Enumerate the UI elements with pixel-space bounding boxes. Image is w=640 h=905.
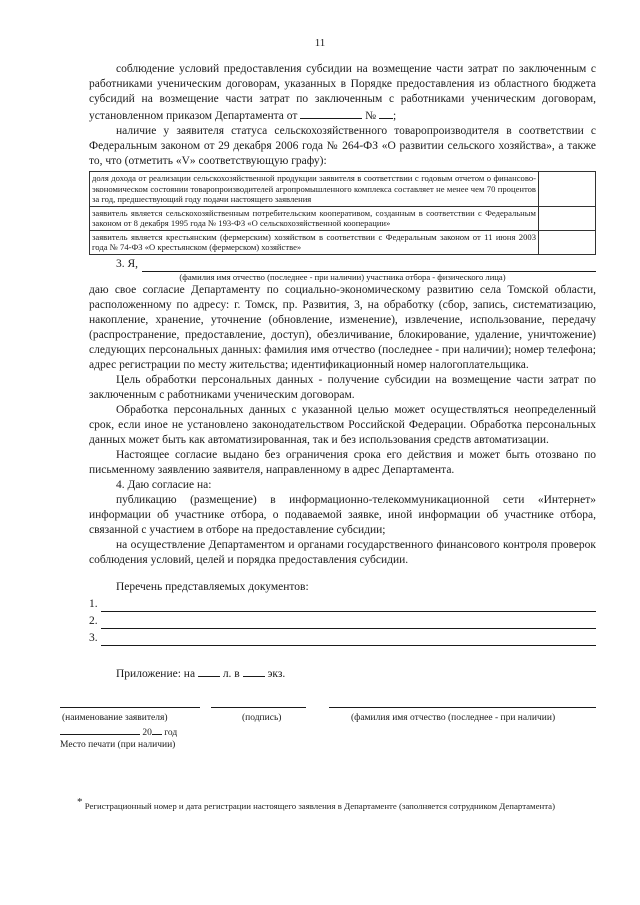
- item3-line: [89, 257, 596, 272]
- order-number-blank[interactable]: [379, 107, 393, 119]
- documents-title: Перечень представляемых документов:: [116, 580, 309, 593]
- table-cell-text: заявитель является крестьянским (фермерским) хозяйством в соответствии с Федеральным законом от 11 июня 2003 года № 74-ФЗ «О крестьянском (фермерском) хозяйстве»: [90, 230, 539, 254]
- caption-signature: (подпись): [242, 712, 282, 723]
- date-blank[interactable]: [60, 724, 140, 735]
- document-number: 3.: [89, 631, 98, 644]
- document-line: [89, 629, 596, 646]
- paragraph-producer-status: наличие у заявителя статуса сельскохозяйственного товаропроизводителя в соответствии с Федеральным законом от 29 декабря 2006 года № 264-ФЗ «О развитии сельского хозяйства», а также то, что (отметить «V» соответствующую графу):: [89, 125, 596, 167]
- signature-block: [60, 692, 596, 752]
- table-cell-text: доля дохода от реализации сельскохозяйственной продукции заявителя в соответствии с годовым отчетом о финансово-экономическом состоянии товаропроизводителей агропромышленного комплекса составляет не менее чем 70 процентов за год, предшествующий году подачи настоящего заявления: [90, 172, 539, 207]
- paragraph-validity: Настоящее согласие выдано без ограничения срока его действия и может быть отозвано по письменному заявлению заявителя, направленному в адрес Департамента.: [89, 448, 596, 476]
- checkbox-cell[interactable]: [539, 172, 596, 207]
- paragraph-purpose: Цель обработки персональных данных - получение субсидии на возмещение части затрат по заключенным с работниками ученическим договорам.: [89, 373, 596, 401]
- caption-fio: (фамилия имя отчество (последнее - при наличии): [351, 712, 556, 723]
- document-line: [89, 612, 596, 629]
- item3-label: 3. Я,: [116, 257, 139, 270]
- applicant-fio-field[interactable]: [142, 260, 596, 272]
- document-body: [60, 62, 596, 752]
- table-cell-text: заявитель является сельскохозяйственным потребительским кооперативом, созданным в соответствии с Федеральным законом от 8 декабря 1995 года № 193-ФЗ «О сельскохозяйственной кооперации»: [90, 206, 539, 230]
- documents-list: [89, 580, 596, 646]
- signature-line[interactable]: [211, 706, 306, 708]
- year-blank[interactable]: [152, 724, 162, 735]
- item4-title: 4. Даю согласие на:: [116, 478, 212, 491]
- status-checkbox-table: [89, 171, 596, 255]
- paragraph-consent: даю свое согласие Департаменту по социально-экономическому развитию села Томской области, расположенному по адресу: г. Томск, пр. Развития, 3, на обработку (сбор, запись, систематизацию, накопление, хранение, уточнение (обновление, изменение), извлечение, использование, передачу (распространение, предоставление, доступ), обезличивание, блокирование, удаление, уничтожение) следующих персональных данных: фамилия имя отчество (последнее - при наличии); номер телефона; адрес регистрации по месту жительства; идентификационный номер налогоплательщика.: [89, 283, 596, 371]
- table-row: [90, 206, 596, 230]
- document-field[interactable]: [101, 616, 596, 629]
- document-line: [89, 595, 596, 612]
- document-number: 1.: [89, 597, 98, 610]
- fio-line[interactable]: [329, 706, 596, 708]
- appendix-line: Приложение: на л. в экз.: [89, 665, 596, 682]
- footnote: [55, 796, 615, 813]
- stamp-place: Место печати (при наличии): [60, 739, 176, 750]
- appendix-copies-blank[interactable]: [243, 665, 265, 677]
- paragraph-subsidy-conditions: соблюдение условий предоставления субсидии на возмещение части затрат по заключенным с работниками ученическим договорам, указанных в Порядке предоставления из областного бюджета субсидий на возмещение части затрат по заключенным с работниками ученическим договорам, установленном приказом Департамента от № ;: [89, 63, 596, 122]
- applicant-name-line[interactable]: [60, 706, 200, 708]
- order-date-blank[interactable]: [300, 107, 362, 119]
- footnote-text: Регистрационный номер и дата регистрации настоящего заявления в Департаменте (заполняется сотрудником Департамента): [84, 800, 556, 811]
- item4-publication: публикацию (размещение) в информационно-телекоммуникационной сети «Интернет» информации об участнике отбора, о подаваемой заявке, иной информации об участнике отбора, связанной с участием в отборе на предоставление субсидии;: [89, 493, 596, 536]
- footnote-mark: *: [77, 796, 83, 808]
- document-field[interactable]: [101, 599, 596, 612]
- appendix-sheets-blank[interactable]: [198, 665, 220, 677]
- item3-caption: (фамилия имя отчество (последнее - при наличии) участника отбора - физического лица): [179, 271, 506, 282]
- table-row: [90, 230, 596, 254]
- checkbox-cell[interactable]: [539, 230, 596, 254]
- paragraph-processing: Обработка персональных данных с указанной целью может осуществляться неопределенный срок, если иное не установлено законодательством Российской Федерации. Обработка персональных данных может быть как автоматизированная, так и без использования средств автоматизации.: [89, 403, 596, 446]
- document-number: 2.: [89, 614, 98, 627]
- checkbox-cell[interactable]: [539, 206, 596, 230]
- item4-control: на осуществление Департаментом и органами государственного финансового контроля проверок соблюдения условий, целей и порядка предоставления субсидии.: [89, 538, 596, 566]
- date-line: 20 год: [60, 724, 177, 741]
- table-row: [90, 172, 596, 207]
- page-number: 11: [314, 37, 326, 49]
- document-field[interactable]: [101, 633, 596, 646]
- caption-applicant: (наименование заявителя): [62, 712, 168, 723]
